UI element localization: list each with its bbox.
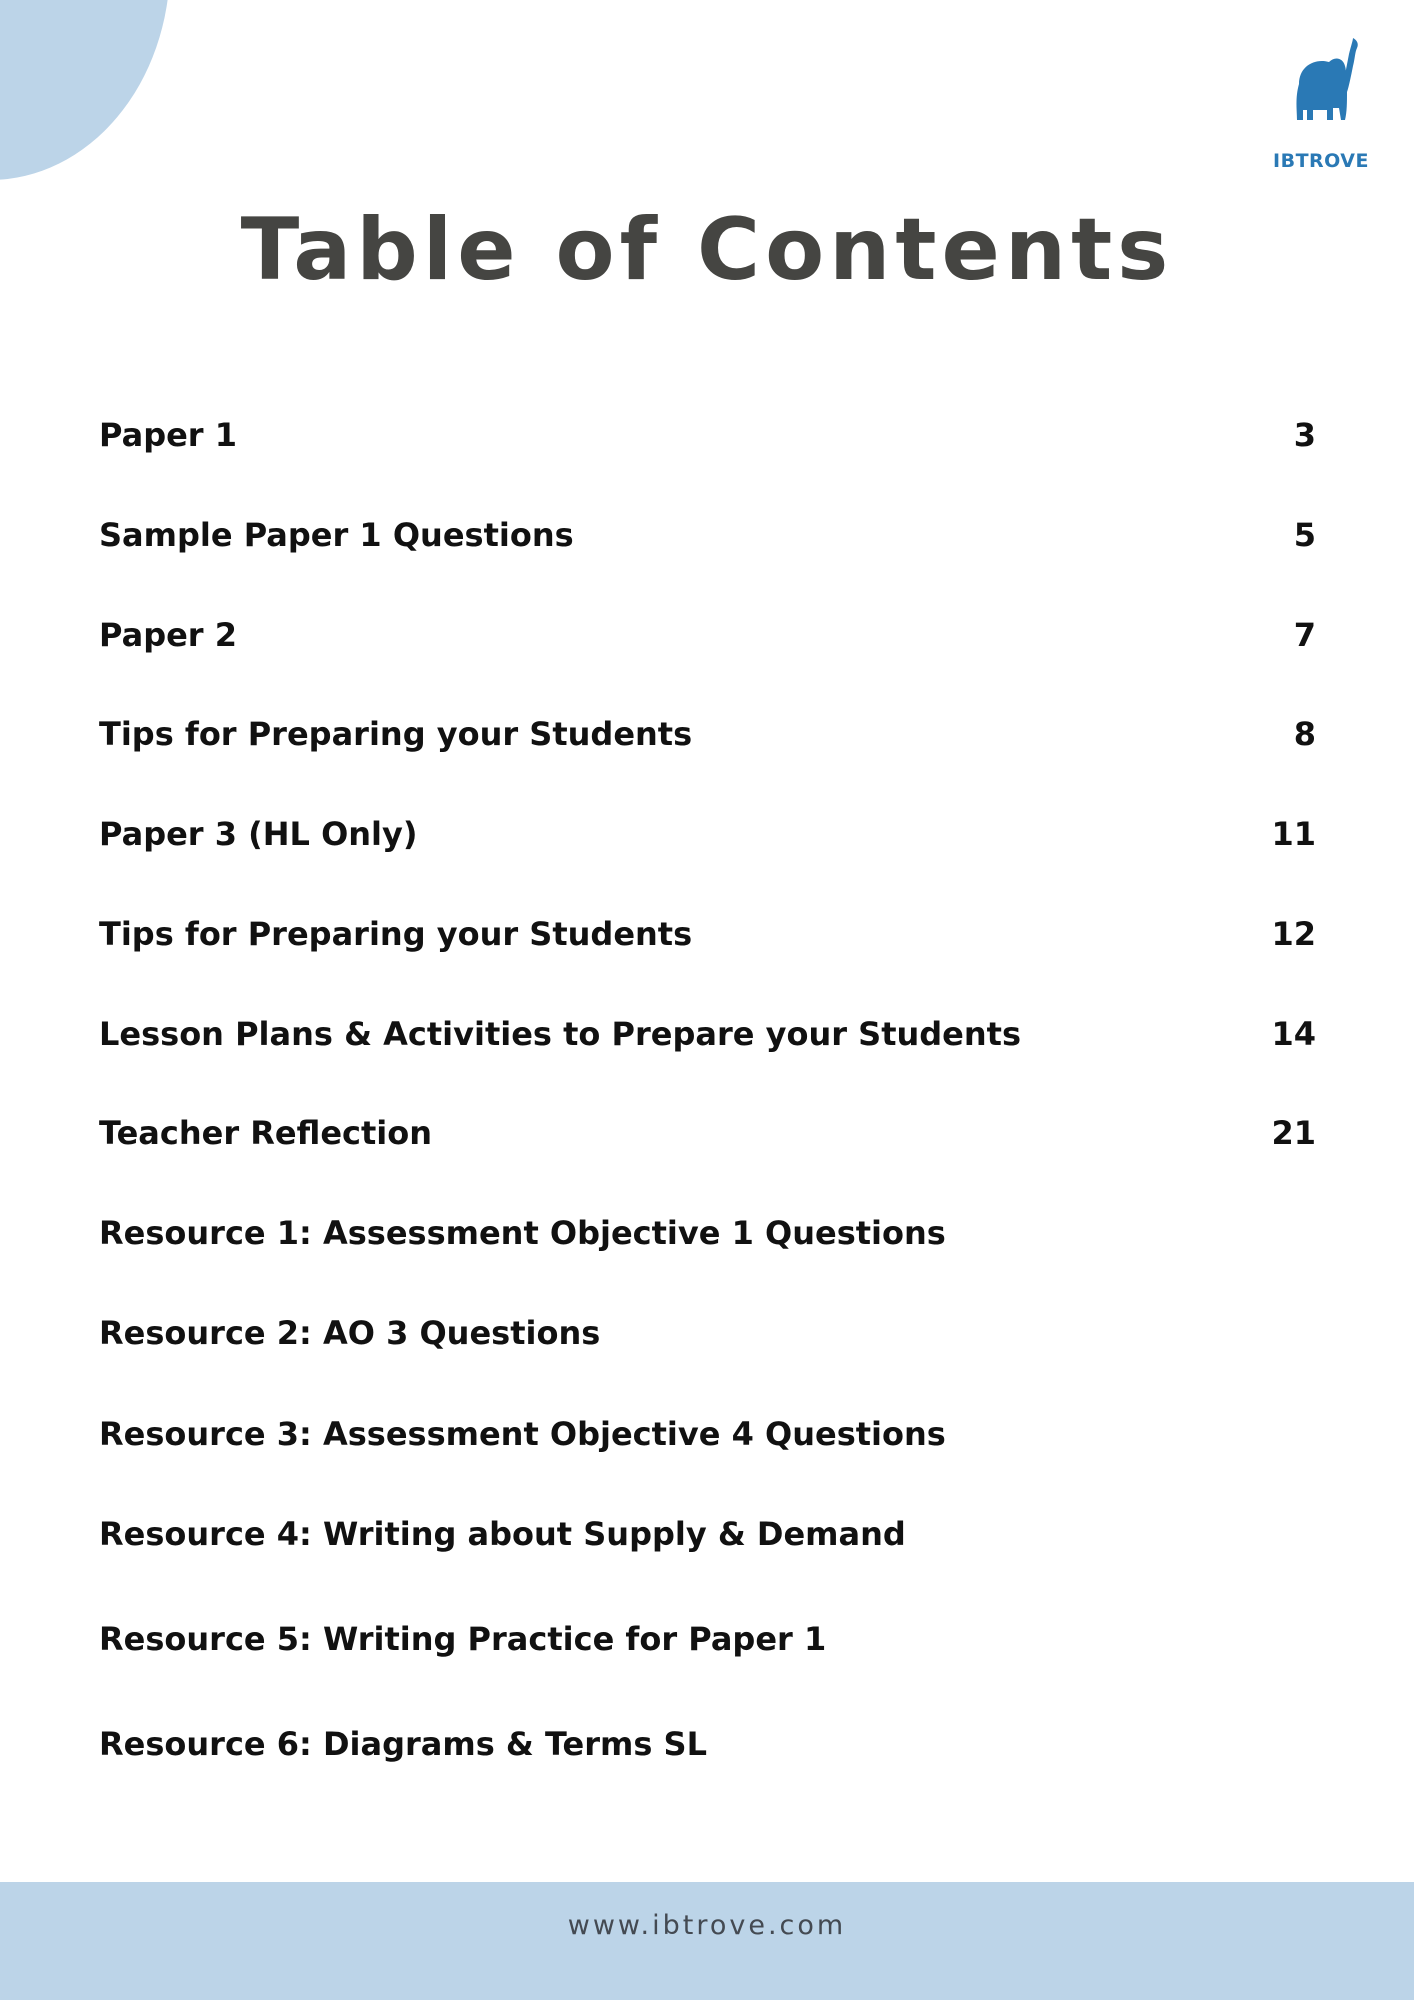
ibtrove-logo[interactable] — [1268, 36, 1374, 172]
toc-entry[interactable] — [99, 709, 1316, 759]
toc-entry-page: 3 — [1293, 416, 1316, 454]
toc-entry[interactable] — [99, 1308, 1316, 1358]
toc-entry-page: 8 — [1293, 715, 1316, 753]
footer-url-link[interactable]: www.ibtrove.com — [567, 1910, 847, 1941]
toc-entry-label: Resource 1: Assessment Objective 1 Questions — [99, 1214, 946, 1252]
toc-entry-label: Paper 2 — [99, 616, 237, 654]
toc-entry[interactable] — [99, 1108, 1316, 1158]
toc-entry[interactable] — [99, 809, 1316, 859]
toc-entry[interactable] — [99, 1409, 1316, 1459]
toc-entry-page: 5 — [1293, 516, 1316, 554]
toc-entry[interactable] — [99, 1208, 1316, 1258]
toc-entry-page: 12 — [1271, 915, 1316, 953]
toc-entry[interactable] — [99, 610, 1316, 660]
toc-entry-page: 21 — [1271, 1114, 1316, 1152]
toc-entry[interactable] — [99, 1009, 1316, 1059]
toc-entry-label: Tips for Preparing your Students — [99, 715, 693, 753]
toc-entry[interactable] — [99, 410, 1316, 460]
toc-entry-label: Teacher Reflection — [99, 1114, 433, 1152]
toc-entry[interactable] — [99, 1614, 1316, 1664]
toc-entry[interactable] — [99, 1719, 1316, 1769]
toc-entry-label: Resource 6: Diagrams & Terms SL — [99, 1725, 707, 1763]
toc-entry[interactable] — [99, 909, 1316, 959]
toc-entry-label: Tips for Preparing your Students — [99, 915, 693, 953]
toc-entry-label: Resource 3: Assessment Objective 4 Questions — [99, 1415, 946, 1453]
toc-entry-page: 11 — [1271, 815, 1316, 853]
footer-band — [0, 1882, 1414, 2000]
toc-entry-label: Resource 5: Writing Practice for Paper 1 — [99, 1620, 827, 1658]
page-title: Table of Contents — [240, 200, 1174, 300]
logo-text: IBTROVE — [1273, 150, 1369, 172]
toc-entry[interactable] — [99, 1509, 1316, 1559]
toc-entry-page: 14 — [1271, 1015, 1316, 1053]
toc-entry-label: Paper 1 — [99, 416, 237, 454]
corner-decoration — [0, 0, 170, 180]
toc-entry-label: Resource 2: AO 3 Questions — [99, 1314, 601, 1352]
toc-entry-label: Paper 3 (HL Only) — [99, 815, 418, 853]
toc-entry[interactable] — [99, 510, 1316, 560]
toc-entry-label: Lesson Plans & Activities to Prepare your Students — [99, 1015, 1021, 1053]
toc-entry-label: Resource 4: Writing about Supply & Demand — [99, 1515, 906, 1553]
toc-entry-label: Sample Paper 1 Questions — [99, 516, 574, 554]
elephant-icon — [1281, 36, 1361, 146]
toc-entry-page: 7 — [1293, 616, 1316, 654]
